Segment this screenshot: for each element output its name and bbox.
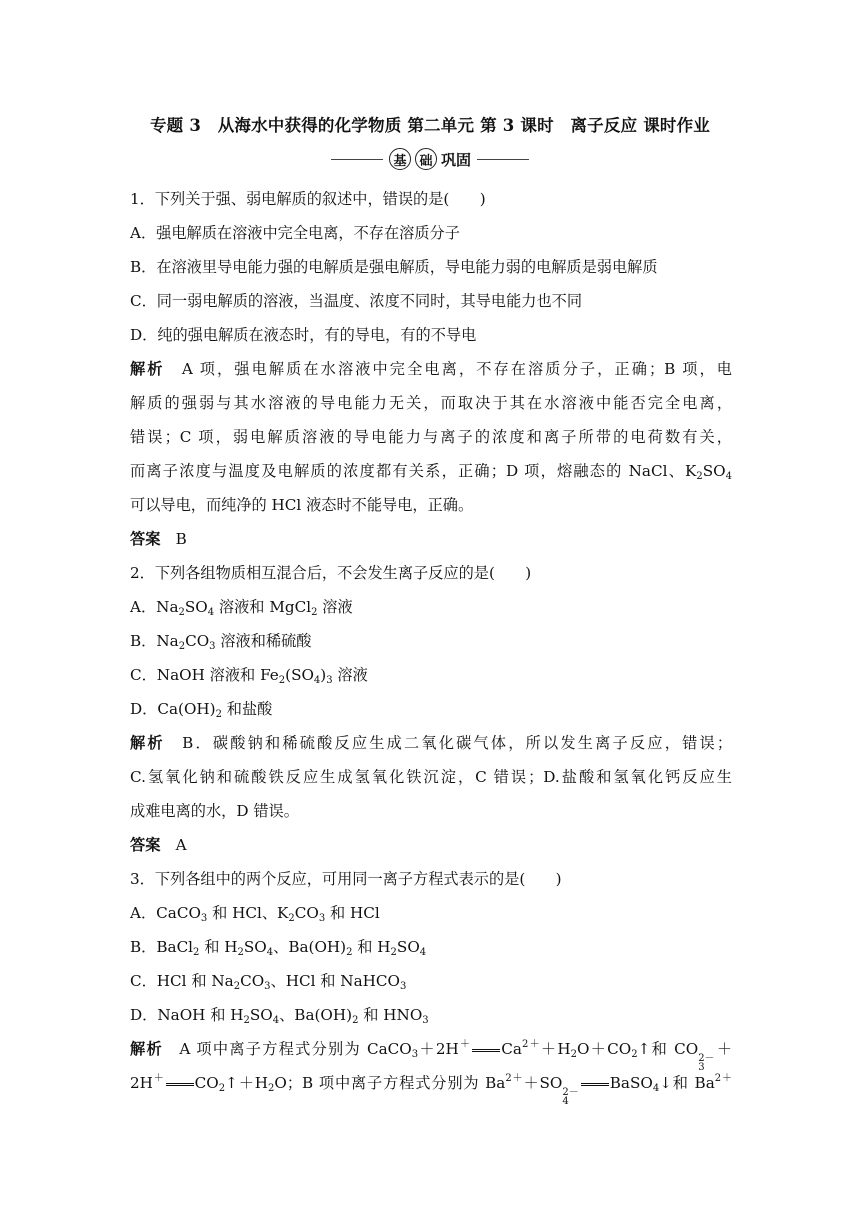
analysis-line: 成难电离的水，D 错误。: [130, 802, 299, 820]
analysis-line: C.氢氧化钠和硫酸铁反应生成氢氧化铁沉淀，C 错误；D.盐酸和氢氧化钙反应生: [130, 768, 732, 786]
badge-circle-char: 础: [415, 148, 437, 170]
answer-line: [130, 522, 732, 556]
equals-sign: [472, 1049, 500, 1052]
option-a: A．强电解质在溶液中完全电离，不存在溶质分子: [130, 224, 460, 242]
question-stem: 1．下列关于强、弱电解质的叙述中，错误的是( ): [130, 190, 486, 208]
option-b: B．在溶液里导电能力强的电解质是强电解质，导电能力弱的电解质是弱电解质: [130, 258, 658, 276]
question-content: [130, 182, 733, 1107]
section-badge: [0, 148, 860, 170]
badge-label: 巩固: [440, 150, 471, 169]
option-c: C．同一弱电解质的溶液，当温度、浓度不同时，其导电能力也不同: [130, 292, 583, 310]
option-a: A．CaCO$_3$ 和 HCl、$K_2CO_3$ 和 HCl: [130, 904, 380, 924]
analysis-line: 2H＋ $CO_2↑+H_2O$；B 项中离子方程式分别为 $Ba^{2+}+SO$ 2－ 4 BaSO$_4$↓和 $Ba^{2+}$: [130, 1073, 732, 1107]
answer-value: A: [175, 836, 187, 854]
analysis-line: 错误；C 项，弱电解质溶液的导电能力与离子的浓度和离子所带的电荷数有关，: [130, 428, 732, 446]
analysis-line: 解质的强弱与其水溶液的导电能力无关，而取决于其在水溶液中能否完全电离，: [130, 394, 732, 412]
analysis-label: 解析: [130, 360, 165, 378]
page-title: 专题 3 从海水中获得的化学物质 第二单元 第 3 课时 离子反应 课时作业: [149, 116, 711, 135]
option-d: D．纯的强电解质在液态时，有的导电，有的不导电: [130, 326, 477, 344]
question-stem: 2．下列各组物质相互混合后，不会发生离子反应的是( ): [130, 564, 532, 582]
analysis-label: 解析: [130, 734, 165, 752]
option-b: B．BaCl$_2$ 和 $H_2SO_4$、$Ba(OH)_2$ 和 $H_2SO_4$: [130, 938, 427, 958]
analysis-line: 解析 A 项，强电解质在水溶液中完全电离，不存在溶质分子，正确；B 项，电: [130, 360, 732, 378]
analysis-label: 解析: [130, 1040, 163, 1058]
option-d: D．$Ca(OH)_2$ 和盐酸: [130, 700, 273, 720]
analysis-line: 解析 B．碳酸钠和稀硫酸反应生成二氧化碳气体，所以发生离子反应，错误；: [130, 734, 733, 752]
option-b: B．$Na_2CO_3$ 溶液和稀硫酸: [130, 632, 312, 652]
answer-label: 答案: [130, 836, 161, 854]
question-stem: 3．下列各组中的两个反应，可用同一离子方程式表示的是( ): [130, 870, 562, 888]
equals-sign: [581, 1083, 609, 1086]
analysis-line: 解析 A 项中离子方程式分别为 CaCO$_3$＋2H＋ $Ca^{2+}+H_2O+CO_2↑$和 CO 2－ 3 ＋: [130, 1039, 733, 1073]
equals-sign: [166, 1083, 194, 1086]
answer-label: 答案: [130, 530, 161, 548]
option-d: D．NaOH 和 $H_2SO_4$、$Ba(OH)_2$ 和 $HNO_3$: [130, 1006, 429, 1026]
option-c: C．NaOH 溶液和 $Fe_2(SO_4)_3$ 溶液: [130, 666, 368, 686]
answer-line: [130, 828, 732, 862]
answer-value: B: [175, 530, 187, 548]
analysis-line: 而离子浓度与温度及电解质的浓度都有关系，正确；D 项，熔融态的 NaCl、$K_2SO_4$: [130, 462, 732, 482]
option-c: C．HCl 和 $Na_2CO_3$、HCl 和 NaHCO$_3$: [130, 972, 407, 992]
badge-circle-char: 基: [389, 148, 411, 170]
analysis-line: 可以导电，而纯净的 HCl 液态时不能导电，正确。: [130, 496, 474, 514]
option-a: A．$Na_2SO_4$ 溶液和 MgCl$_2$ 溶液: [130, 598, 353, 618]
